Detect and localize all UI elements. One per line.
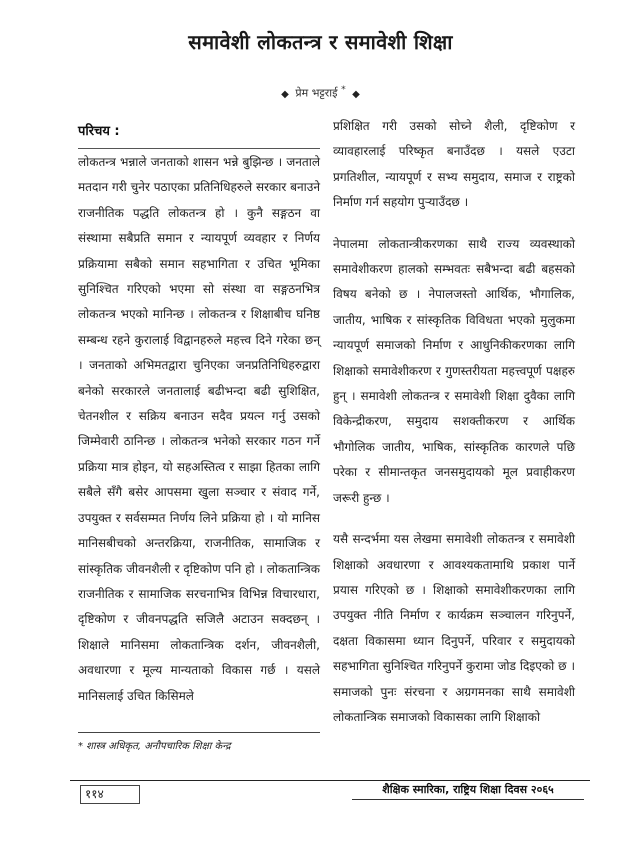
author-footnote: * शास्त्र अधिकृत, अनौपचारिक शिक्षा केन्द्र	[78, 741, 231, 752]
section-heading-introduction: परिचय :	[78, 124, 120, 139]
paragraph: नेपालमा लोकतान्त्रीकरणका साथै राज्य व्यवस्थाको समावेशीकरण हालको सम्भवतः सबैभन्दा बढी बहसको विषय बनेको छ । नेपालजस्तो आर्थिक, भौगालिक, जातीय, भाषिक र सांस्कृतिक विविधता भएको मुलुकमा न्यायपूर्ण समाजको निर्माण र आधुनिकीकरणका लागि शिक्षाको समावेशीकरण र गुणस्तरीयता महत्त्वपूर्ण पक्षहरु हुन् । समावेशी लोकतन्त्र र समावेशी शिक्षा दुवैका लागि विकेन्द्रीकरण, समुदाय सशक्तीकरण र आर्थिक भौगोलिक जातीय, भाषिक, सांस्कृतिक कारणले पछि परेका र सीमान्तकृत जनसमुदायको मूल प्रवाहीकरण जरूरी हुन्छ ।	[333, 236, 575, 505]
paragraph-gap	[333, 216, 575, 232]
article-title: समावेशी लोकतन्त्र र समावेशी शिक्षा	[188, 30, 453, 54]
paragraph: प्रशिक्षित गरी उसको सोच्ने शैली, दृष्टिकोण र व्यावहारलाई परिष्कृत बनाउँदछ । यसले एउटा प्रगतिशील, न्यायपूर्ण र सभ्य समुदाय, समाज र राष्ट्रको निर्माण गर्न सहयोग पुऱ्याउँदछ ।	[333, 119, 575, 210]
page-number: ११४	[80, 785, 140, 804]
left-column	[78, 150, 320, 709]
heading-underline	[78, 148, 320, 149]
right-column	[333, 114, 575, 730]
author-footnote-mark: *	[341, 84, 346, 95]
paragraph-gap	[333, 511, 575, 527]
footnote-divider	[78, 732, 320, 733]
journal-name: शैक्षिक स्मारिका, राष्ट्रिय शिक्षा दिवस २०६५	[352, 781, 584, 800]
diamond-icon: ◆	[281, 88, 289, 100]
author-line	[0, 84, 641, 101]
author-name: प्रेम भट्टराई	[295, 86, 338, 100]
paragraph: लोकतन्त्र भन्नाले जनताको शासन भन्ने बुझिन्छ । जनताले मतदान गरी चुनेर पठाएका प्रतिनिधिहरुले सरकार बनाउने राजनीतिक पद्धति लोकतन्त्र हो । कुनै सङ्गठन वा संस्थामा सबैप्रति समान र न्यायपूर्ण व्यवहार र निर्णय प्रक्रियामा सबैको समान सहभागिता र उचित भूमिका सुनिश्चित गरिएको भएमा सो संस्था वा सङ्गठनभित्र लोकतन्त्र भएको मानिन्छ । लोकतन्त्र र शिक्षाबीच घनिष्ठ सम्बन्ध रहने कुरालाई विद्वानहरुले महत्त्व दिने गरेका छन् । जनताको अभिमतद्वारा चुनिएका जनप्रतिनिधिहरुद्वारा बनेको सरकारले जनतालाई बढीभन्दा बढी सुशिक्षित, चेतनशील र सक्रिय बनाउन सदैव प्रयत्न गर्नु उसको जिम्मेवारी ठानिन्छ । लोकतन्त्र भनेको सरकार गठन गर्ने प्रक्रिया मात्र होइन, यो सहअस्तित्व र साझा हितका लागि सबैले सँगै बसेर आपसमा खुला सञ्चार र संवाद गर्ने, उपयुक्त र सर्वसम्मत निर्णय लिने प्रक्रिया हो । यो मानिस मानिसबीचको अन्तरक्रिया, राजनीतिक, सामाजिक र सांस्कृतिक जीवनशैली र दृष्टिकोण पनि हो । लोकतान्त्रिक राजनीतिक र सामाजिक सरचनाभित्र विभिन्न विचारधारा, दृष्टिकोण र जीवनपद्धति सजिलै अटाउन सक्दछन् । शिक्षाले मानिसमा लोकतान्त्रिक दर्शन, जीवनशैली, अवधारणा र मूल्य मान्यताको विकास गर्छ । यसले मानिसलाई उचित किसिमले	[78, 155, 320, 703]
paragraph: यसै सन्दर्भमा यस लेखमा समावेशी लोकतन्त्र र समावेशी शिक्षाको अवधारणा र आवश्यकतामाथि प्रकाश पार्ने प्रयास गरिएको छ । शिक्षाको समावेशीकरणका लागि उपयुक्त नीति निर्माण र कार्यक्रम सञ्चालन गरिनुपर्ने, दक्षता विकासमा ध्यान दिनुपर्ने, परिवार र समुदायको सहभागिता सुनिश्चित गरिनुपर्ने कुरामा जोड दिइएको छ । समाजको पुनः संरचना र अग्रगमनका साथै समावेशी लोकतान्त्रिक समाजको विकासका लागि शिक्षाको	[333, 532, 575, 724]
diamond-icon: ◆	[352, 88, 360, 100]
